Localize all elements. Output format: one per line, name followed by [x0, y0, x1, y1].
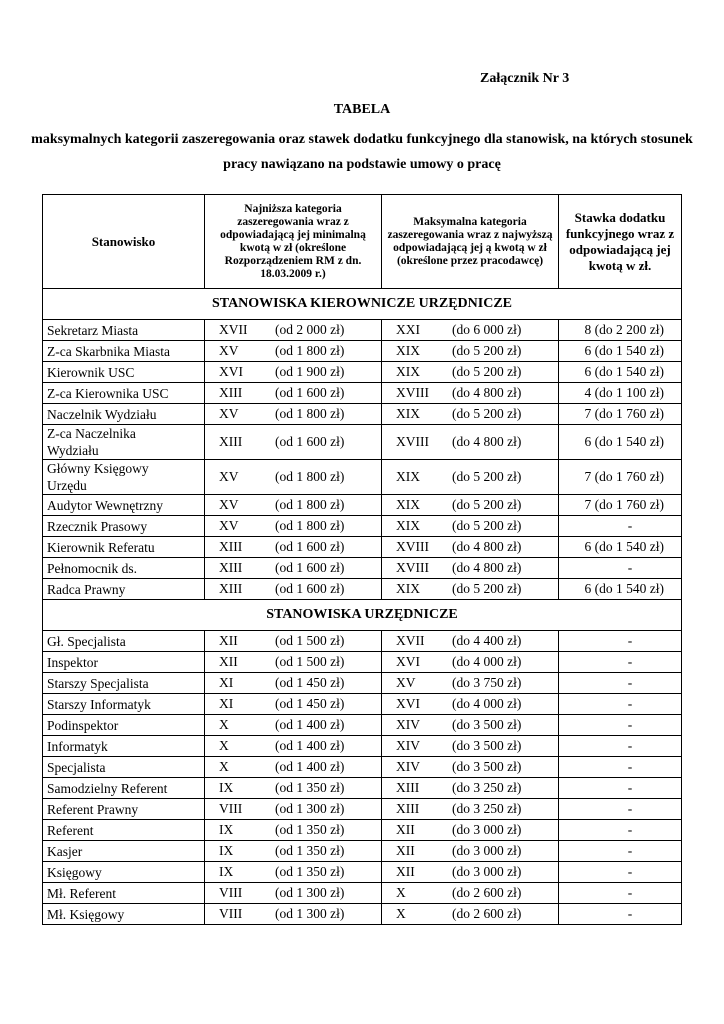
max-grade: XVI: [396, 696, 420, 711]
max-grade: XIV: [396, 759, 420, 774]
min-amount: (od 1 900 zł): [275, 364, 345, 379]
position-cell: Kierownik USC: [43, 362, 205, 383]
rate-cell: -: [559, 631, 682, 652]
max-category-cell: [382, 425, 559, 460]
max-grade: XII: [396, 822, 415, 837]
max-grade: XII: [396, 864, 415, 879]
min-grade: XVI: [219, 364, 243, 379]
rate-cell: -: [559, 673, 682, 694]
max-grade: XIV: [396, 738, 420, 753]
max-amount: (do 3 000 zł): [452, 843, 522, 858]
min-amount: (od 1 300 zł): [275, 801, 345, 816]
min-grade: IX: [219, 822, 234, 837]
table-row: [43, 404, 682, 425]
position-cell: Naczelnik Wydziału: [43, 404, 205, 425]
position-cell: Starszy Informatyk: [43, 694, 205, 715]
max-amount: (do 5 200 zł): [452, 581, 522, 596]
min-category-cell: [205, 362, 382, 383]
max-grade: XIII: [396, 780, 420, 795]
max-grade: XVI: [396, 654, 420, 669]
min-category-cell: [205, 862, 382, 883]
min-grade: XV: [219, 406, 239, 421]
max-amount: (do 5 200 zł): [452, 497, 522, 512]
position-cell: Specjalista: [43, 757, 205, 778]
min-amount: (od 1 400 zł): [275, 738, 345, 753]
max-amount: (do 4 800 zł): [452, 560, 522, 575]
min-grade: VIII: [219, 801, 243, 816]
max-category-cell: [382, 673, 559, 694]
position-cell: Informatyk: [43, 736, 205, 757]
max-amount: (do 5 200 zł): [452, 364, 522, 379]
min-grade: X: [219, 759, 229, 774]
position-cell: Główny Księgowy Urzędu: [43, 460, 205, 495]
max-grade: X: [396, 885, 406, 900]
min-category-cell: [205, 799, 382, 820]
max-category-cell: [382, 904, 559, 925]
min-amount: (od 2 000 zł): [275, 322, 345, 337]
rate-cell: 8 (do 2 200 zł): [559, 320, 682, 341]
rate-cell: 7 (do 1 760 zł): [559, 460, 682, 495]
rate-cell: -: [559, 862, 682, 883]
table-row: [43, 425, 682, 460]
document-title: TABELA: [333, 102, 391, 117]
max-category-cell: [382, 558, 559, 579]
position-cell: Rzecznik Prasowy: [43, 516, 205, 537]
max-grade: XIV: [396, 717, 420, 732]
rate-cell: 6 (do 1 540 zł): [559, 537, 682, 558]
min-grade: XI: [219, 696, 234, 711]
max-category-cell: [382, 736, 559, 757]
min-category-cell: [205, 320, 382, 341]
position-cell: Audytor Wewnętrzny: [43, 495, 205, 516]
min-grade: IX: [219, 843, 234, 858]
position-cell: Starszy Specjalista: [43, 673, 205, 694]
max-amount: (do 4 800 zł): [452, 385, 522, 400]
max-category-cell: [382, 652, 559, 673]
min-grade: XI: [219, 675, 234, 690]
position-cell: Gł. Specjalista: [43, 631, 205, 652]
document-subtitle: maksymalnych kategorii zaszeregowania oraz stawek dodatku funkcyjnego dla stanowisk, na których stosunek pracy nawiązano na podstawie umowy o pracę: [31, 132, 693, 172]
min-category-cell: [205, 537, 382, 558]
max-grade: XIX: [396, 518, 420, 533]
min-category-cell: [205, 425, 382, 460]
min-grade: XIII: [219, 581, 243, 596]
min-amount: (od 1 500 zł): [275, 633, 345, 648]
rate-cell: -: [559, 715, 682, 736]
min-grade: XV: [219, 518, 239, 533]
min-grade: XVII: [219, 322, 248, 337]
section-title: STANOWISKA KIEROWNICZE URZĘDNICZE: [43, 289, 682, 320]
position-cell: Referent: [43, 820, 205, 841]
position-cell: Radca Prawny: [43, 579, 205, 600]
max-grade: XVIII: [396, 560, 429, 575]
table-row: [43, 558, 682, 579]
rate-cell: -: [559, 820, 682, 841]
rate-cell: -: [559, 694, 682, 715]
max-category-cell: [382, 631, 559, 652]
min-amount: (od 1 800 zł): [275, 469, 345, 484]
min-grade: XII: [219, 633, 238, 648]
max-category-cell: [382, 862, 559, 883]
table-row: [43, 516, 682, 537]
table-row: [43, 341, 682, 362]
table-row: [43, 757, 682, 778]
min-amount: (od 1 600 zł): [275, 539, 345, 554]
min-grade: VIII: [219, 885, 243, 900]
rate-cell: 7 (do 1 760 zł): [559, 404, 682, 425]
max-category-cell: [382, 341, 559, 362]
rate-cell: -: [559, 516, 682, 537]
min-grade: IX: [219, 780, 234, 795]
max-category-cell: [382, 694, 559, 715]
max-grade: XIX: [396, 581, 420, 596]
rate-cell: -: [559, 904, 682, 925]
min-amount: (od 1 450 zł): [275, 696, 345, 711]
section-header-row: [43, 600, 682, 631]
max-amount: (do 3 500 zł): [452, 738, 522, 753]
rate-cell: -: [559, 841, 682, 862]
section-title: STANOWISKA URZĘDNICZE: [43, 600, 682, 631]
min-grade: X: [219, 717, 229, 732]
min-amount: (od 1 350 zł): [275, 780, 345, 795]
max-category-cell: [382, 362, 559, 383]
min-category-cell: [205, 495, 382, 516]
max-category-cell: [382, 778, 559, 799]
min-category-cell: [205, 673, 382, 694]
rate-cell: 6 (do 1 540 zł): [559, 341, 682, 362]
max-category-cell: [382, 495, 559, 516]
position-cell: Kierownik Referatu: [43, 537, 205, 558]
table-row: [43, 362, 682, 383]
position-cell: Kasjer: [43, 841, 205, 862]
position-cell: Referent Prawny: [43, 799, 205, 820]
max-category-cell: [382, 516, 559, 537]
max-amount: (do 2 600 zł): [452, 906, 522, 921]
max-category-cell: [382, 460, 559, 495]
rate-cell: -: [559, 736, 682, 757]
max-amount: (do 5 200 zł): [452, 343, 522, 358]
min-category-cell: [205, 820, 382, 841]
rate-cell: -: [559, 778, 682, 799]
max-category-cell: [382, 820, 559, 841]
max-amount: (do 3 500 zł): [452, 759, 522, 774]
min-category-cell: [205, 715, 382, 736]
min-amount: (od 1 400 zł): [275, 717, 345, 732]
rate-cell: 4 (do 1 100 zł): [559, 383, 682, 404]
max-category-cell: [382, 883, 559, 904]
max-category-cell: [382, 537, 559, 558]
min-grade: IX: [219, 864, 234, 879]
min-category-cell: [205, 516, 382, 537]
salary-table: [42, 194, 682, 925]
rate-cell: -: [559, 652, 682, 673]
table-header-row: [43, 195, 682, 289]
table-row: [43, 820, 682, 841]
min-amount: (od 1 450 zł): [275, 675, 345, 690]
min-amount: (od 1 600 zł): [275, 560, 345, 575]
max-category-cell: [382, 579, 559, 600]
max-category-cell: [382, 799, 559, 820]
max-amount: (do 2 600 zł): [452, 885, 522, 900]
position-cell: Księgowy: [43, 862, 205, 883]
min-amount: (od 1 800 zł): [275, 406, 345, 421]
min-amount: (od 1 400 zł): [275, 759, 345, 774]
max-amount: (do 4 000 zł): [452, 696, 522, 711]
min-category-cell: [205, 631, 382, 652]
position-cell: Samodzielny Referent: [43, 778, 205, 799]
table-row: [43, 883, 682, 904]
max-grade: XIX: [396, 497, 420, 512]
position-cell: Z-ca Skarbnika Miasta: [43, 341, 205, 362]
table-row: [43, 673, 682, 694]
min-amount: (od 1 800 zł): [275, 497, 345, 512]
rate-cell: -: [559, 799, 682, 820]
table-body: [43, 289, 682, 925]
max-grade: XXI: [396, 322, 420, 337]
min-grade: X: [219, 738, 229, 753]
max-grade: XII: [396, 843, 415, 858]
header-rate: Stawka dodatku funkcyjnego wraz z odpowiadającą jej kwotą w zł.: [559, 195, 682, 289]
table-row: [43, 841, 682, 862]
position-cell: Inspektor: [43, 652, 205, 673]
position-cell: Z-ca Naczelnika Wydziału: [43, 425, 205, 460]
min-grade: XIII: [219, 434, 243, 449]
max-amount: (do 5 200 zł): [452, 518, 522, 533]
max-grade: XIX: [396, 364, 420, 379]
rate-cell: -: [559, 757, 682, 778]
max-grade: XV: [396, 675, 416, 690]
min-category-cell: [205, 579, 382, 600]
rate-cell: -: [559, 883, 682, 904]
max-category-cell: [382, 383, 559, 404]
max-grade: X: [396, 906, 406, 921]
min-category-cell: [205, 736, 382, 757]
min-category-cell: [205, 841, 382, 862]
min-amount: (od 1 300 zł): [275, 906, 345, 921]
min-category-cell: [205, 341, 382, 362]
min-amount: (od 1 600 zł): [275, 581, 345, 596]
table-row: [43, 537, 682, 558]
max-grade: XIX: [396, 343, 420, 358]
max-amount: (do 3 000 zł): [452, 822, 522, 837]
max-amount: (do 3 000 zł): [452, 864, 522, 879]
position-cell: Mł. Księgowy: [43, 904, 205, 925]
min-amount: (od 1 350 zł): [275, 822, 345, 837]
table-row: [43, 495, 682, 516]
table-row: [43, 631, 682, 652]
header-max-category: Maksymalna kategoria zaszeregowania wraz z najwyższą odpowiadającą jej ą kwotą w zł (określone przez pracodawcę): [382, 195, 559, 289]
table-row: [43, 383, 682, 404]
max-amount: (do 3 250 zł): [452, 780, 522, 795]
max-grade: XVIII: [396, 385, 429, 400]
rate-cell: 6 (do 1 540 zł): [559, 425, 682, 460]
min-category-cell: [205, 904, 382, 925]
table-row: [43, 715, 682, 736]
max-grade: XVIII: [396, 434, 429, 449]
min-grade: XII: [219, 654, 238, 669]
max-category-cell: [382, 757, 559, 778]
rate-cell: -: [559, 558, 682, 579]
max-amount: (do 4 800 zł): [452, 539, 522, 554]
max-amount: (do 4 800 zł): [452, 434, 522, 449]
max-category-cell: [382, 715, 559, 736]
table-row: [43, 652, 682, 673]
max-grade: XVII: [396, 633, 425, 648]
rate-cell: 6 (do 1 540 zł): [559, 579, 682, 600]
rate-cell: 6 (do 1 540 zł): [559, 362, 682, 383]
min-category-cell: [205, 778, 382, 799]
position-cell: Podinspektor: [43, 715, 205, 736]
max-amount: (do 5 200 zł): [452, 406, 522, 421]
max-amount: (do 4 000 zł): [452, 654, 522, 669]
position-cell: Pełnomocnik ds.: [43, 558, 205, 579]
min-grade: XIII: [219, 560, 243, 575]
min-category-cell: [205, 883, 382, 904]
table-row: [43, 862, 682, 883]
max-amount: (do 3 250 zł): [452, 801, 522, 816]
table-row: [43, 694, 682, 715]
table-row: [43, 460, 682, 495]
table-row: [43, 904, 682, 925]
max-amount: (do 4 400 zł): [452, 633, 522, 648]
min-amount: (od 1 500 zł): [275, 654, 345, 669]
min-category-cell: [205, 404, 382, 425]
max-grade: XIII: [396, 801, 420, 816]
section-header-row: [43, 289, 682, 320]
min-grade: VIII: [219, 906, 243, 921]
max-category-cell: [382, 404, 559, 425]
min-grade: XIII: [219, 385, 243, 400]
max-amount: (do 3 750 zł): [452, 675, 522, 690]
min-grade: XIII: [219, 539, 243, 554]
min-category-cell: [205, 652, 382, 673]
min-amount: (od 1 600 zł): [275, 434, 345, 449]
table-row: [43, 579, 682, 600]
position-cell: Z-ca Kierownika USC: [43, 383, 205, 404]
min-amount: (od 1 800 zł): [275, 343, 345, 358]
min-grade: XV: [219, 343, 239, 358]
max-grade: XIX: [396, 406, 420, 421]
table-row: [43, 736, 682, 757]
min-category-cell: [205, 694, 382, 715]
header-min-category: Najniższa kategoria zaszeregowania wraz z odpowiadającą jej minimalną kwotą w zł (określone Rozporządzeniem RM z dn. 18.03.2009 r.): [205, 195, 382, 289]
max-amount: (do 5 200 zł): [452, 469, 522, 484]
position-cell: Mł. Referent: [43, 883, 205, 904]
min-amount: (od 1 350 zł): [275, 864, 345, 879]
min-category-cell: [205, 757, 382, 778]
max-grade: XVIII: [396, 539, 429, 554]
min-grade: XV: [219, 469, 239, 484]
max-amount: (do 3 500 zł): [452, 717, 522, 732]
min-grade: XV: [219, 497, 239, 512]
min-amount: (od 1 300 zł): [275, 885, 345, 900]
rate-cell: 7 (do 1 760 zł): [559, 495, 682, 516]
max-grade: XIX: [396, 469, 420, 484]
annex-label: Załącznik Nr 3: [480, 71, 570, 86]
table-row: [43, 778, 682, 799]
min-category-cell: [205, 383, 382, 404]
min-amount: (od 1 350 zł): [275, 843, 345, 858]
min-category-cell: [205, 558, 382, 579]
max-category-cell: [382, 841, 559, 862]
min-amount: (od 1 600 zł): [275, 385, 345, 400]
table-row: [43, 320, 682, 341]
min-category-cell: [205, 460, 382, 495]
min-amount: (od 1 800 zł): [275, 518, 345, 533]
max-amount: (do 6 000 zł): [452, 322, 522, 337]
position-cell: Sekretarz Miasta: [43, 320, 205, 341]
header-position: Stanowisko: [43, 195, 205, 289]
max-category-cell: [382, 320, 559, 341]
table-row: [43, 799, 682, 820]
